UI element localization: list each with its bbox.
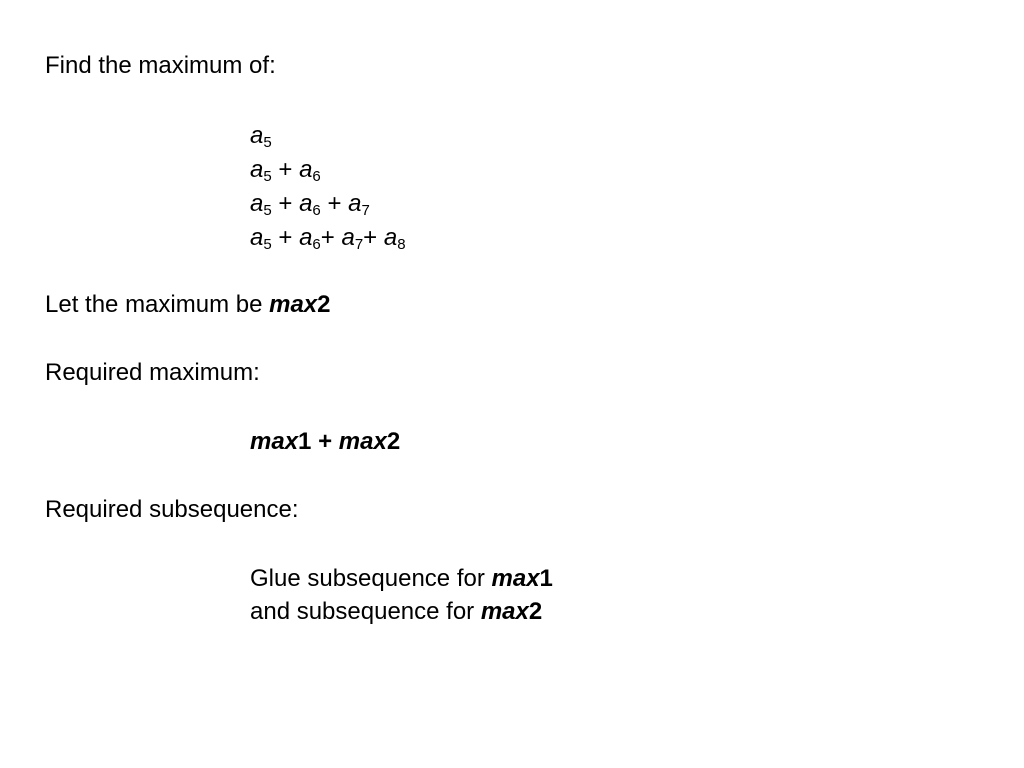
max-word: max	[250, 428, 299, 455]
and-text: and subsequence for	[250, 598, 481, 625]
plus-sign: +	[363, 224, 378, 251]
glue-text: Glue subsequence for	[250, 565, 492, 592]
max-index: 1	[539, 565, 553, 592]
required-maximum-heading: Required maximum:	[45, 359, 260, 386]
var-a: a	[383, 224, 398, 251]
subscript: 7	[361, 202, 370, 219]
subscript: 5	[263, 168, 272, 185]
expression-a5-a6-a7	[250, 189, 370, 219]
expression-a5-a6	[250, 155, 321, 185]
max-sum-expression	[250, 427, 400, 457]
subscript: 8	[397, 236, 406, 253]
var-a: a	[348, 190, 362, 217]
plus-sign: +	[327, 190, 342, 217]
var-a: a	[299, 190, 313, 217]
subscript: 6	[312, 236, 321, 253]
max-word: max	[269, 291, 318, 318]
subscript: 5	[263, 202, 272, 219]
var-a: a	[299, 156, 313, 183]
expression-a5	[250, 121, 272, 151]
var-a: a	[250, 122, 264, 149]
and-subsequence-line	[250, 597, 542, 627]
var-a: a	[250, 156, 264, 183]
var-a: a	[341, 224, 355, 251]
let-maximum-line	[45, 290, 331, 320]
max-index: 1	[298, 428, 312, 455]
expression-a5-a6-a7-a8	[250, 223, 406, 253]
var-a: a	[299, 224, 313, 251]
max-word: max	[338, 428, 387, 455]
max-index: 2	[386, 428, 401, 455]
glue-line	[250, 564, 553, 594]
plus-sign: +	[320, 224, 335, 251]
plus-sign: +	[318, 428, 333, 455]
plus-sign: +	[278, 190, 293, 217]
subscript: 6	[312, 168, 321, 185]
max-index: 2	[528, 598, 543, 625]
find-maximum-heading: Find the maximum of:	[45, 52, 276, 79]
let-text: Let the maximum be	[45, 291, 270, 318]
max-index: 2	[317, 291, 331, 318]
var-a: a	[250, 190, 264, 217]
subscript: 5	[263, 236, 272, 253]
subscript: 6	[312, 202, 321, 219]
max-word: max	[491, 565, 540, 592]
plus-sign: +	[278, 224, 293, 251]
var-a: a	[250, 224, 264, 251]
max-word: max	[480, 598, 529, 625]
subscript: 7	[354, 236, 364, 253]
plus-sign: +	[278, 156, 293, 183]
required-subsequence-heading: Required subsequence:	[45, 496, 299, 523]
subscript: 5	[263, 134, 272, 151]
